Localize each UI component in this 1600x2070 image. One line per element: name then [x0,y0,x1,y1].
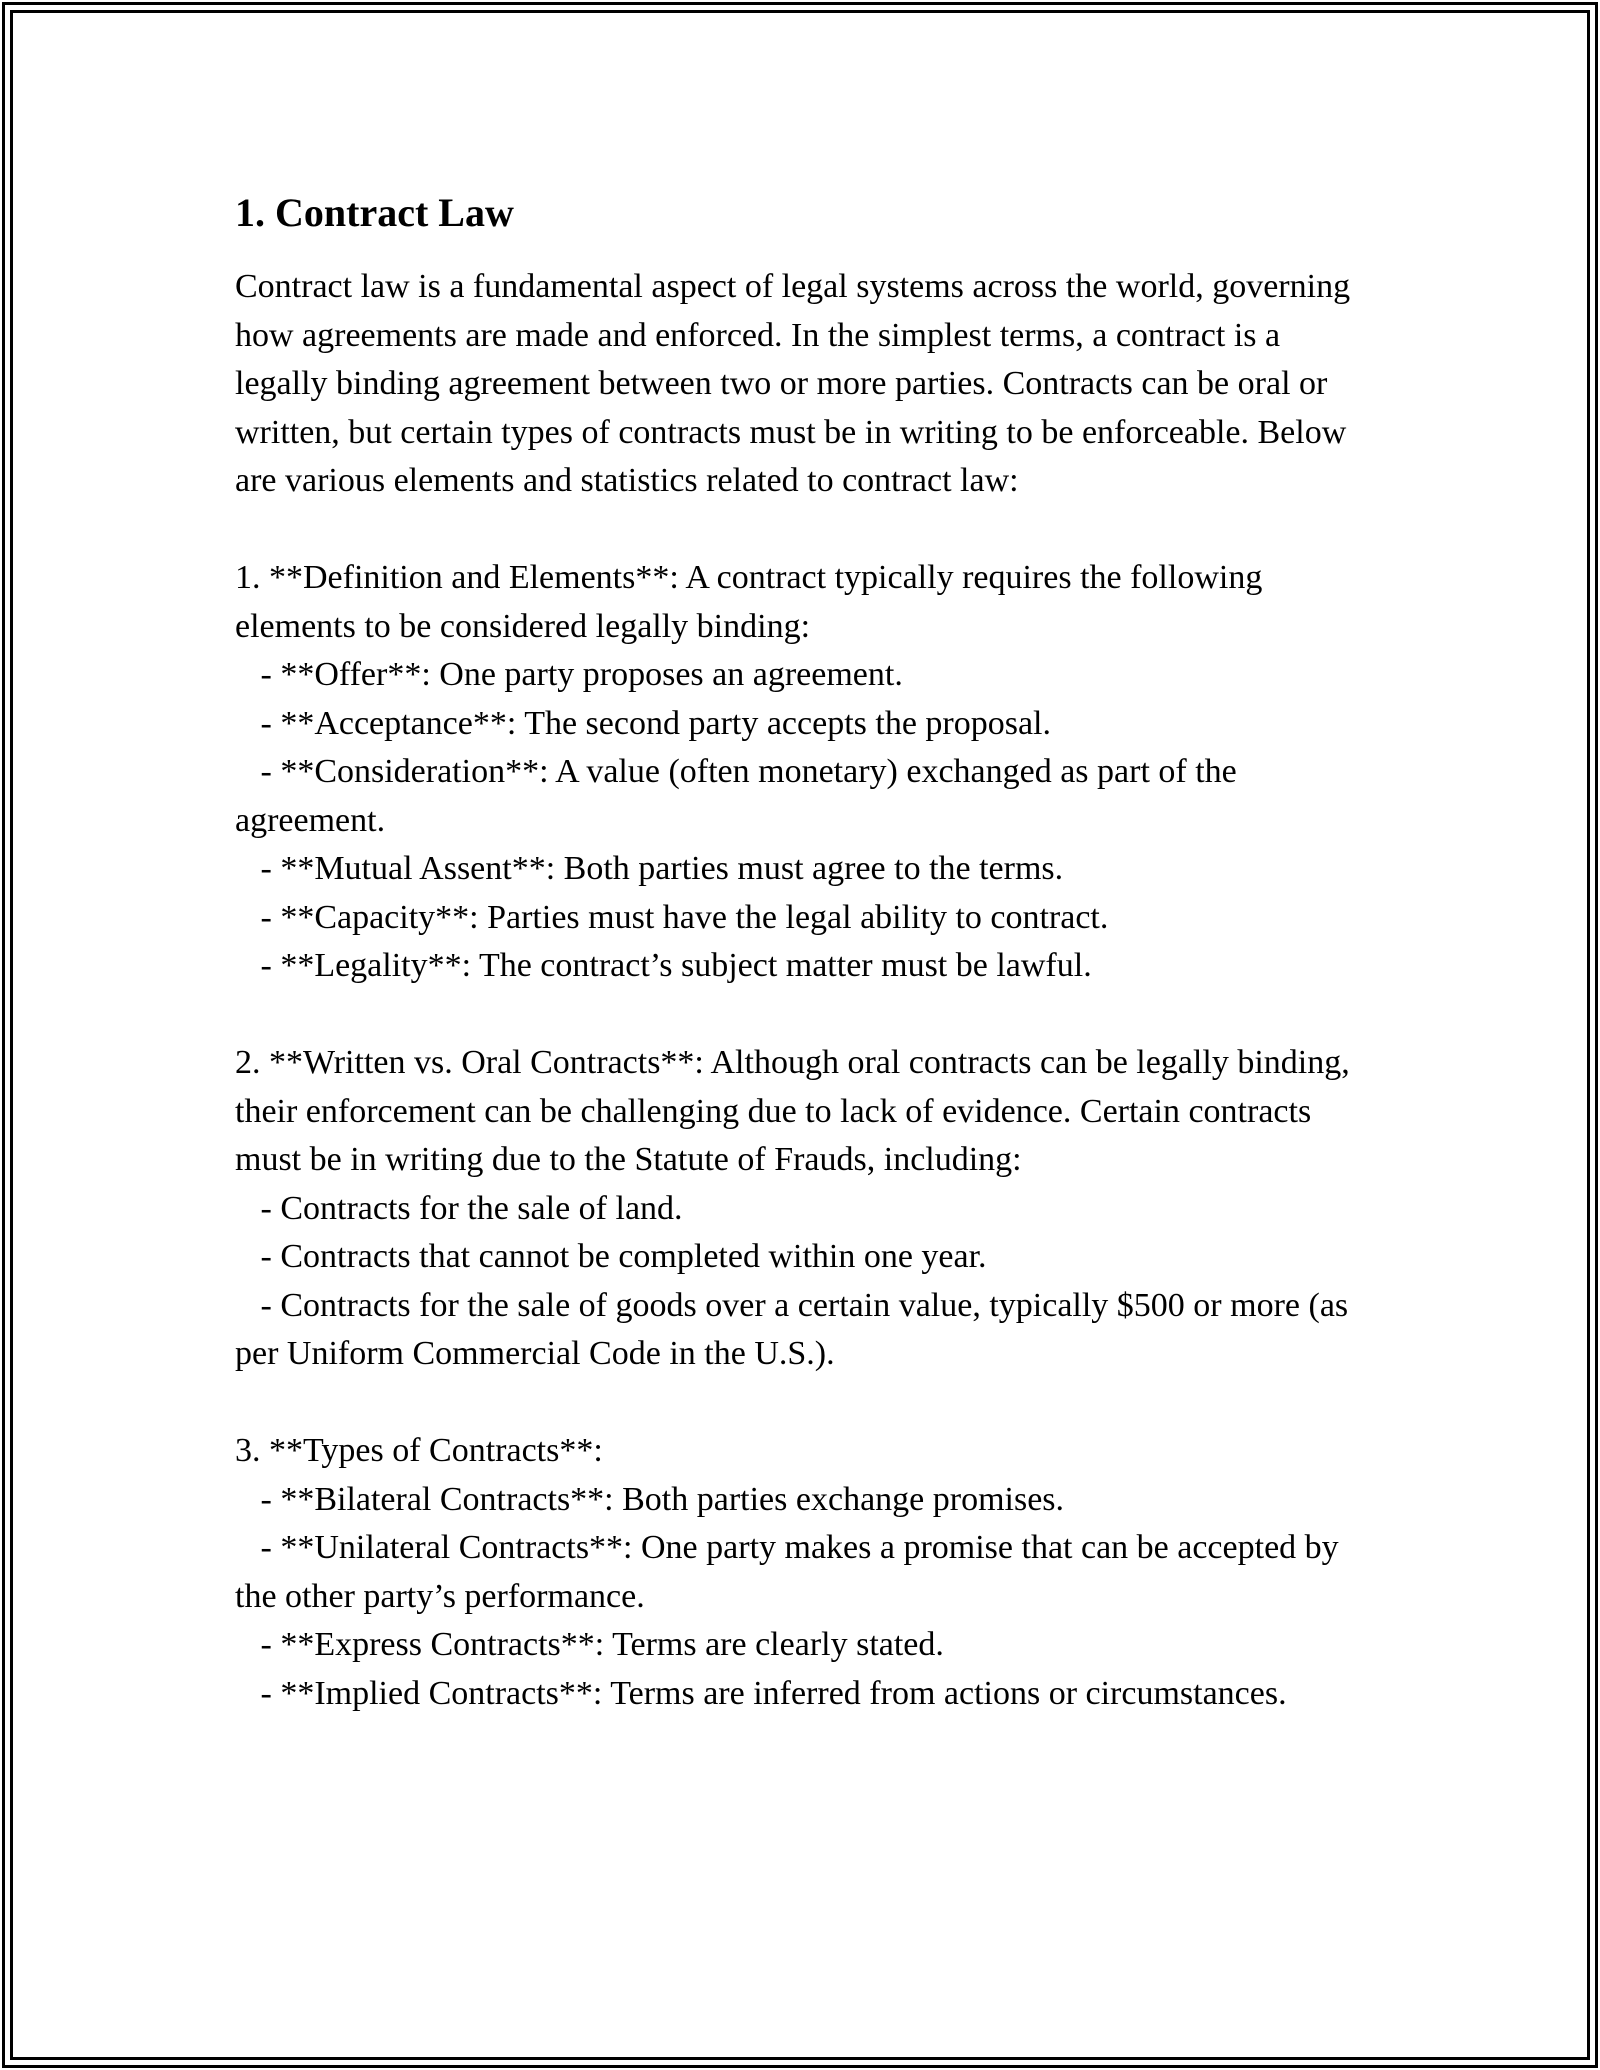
list-item: - **Offer**: One party proposes an agreement. [235,656,903,693]
list-item: - **Mutual Assent**: Both parties must agree to the terms. [235,850,1064,887]
list-item: - Contracts that cannot be completed within one year. [235,1238,987,1275]
list-item: - **Capacity**: Parties must have the legal ability to contract. [235,898,1109,936]
list-item: - **Unilateral Contracts**: One party makes a promise that can be accepted by the other party’s performance. [235,1529,1348,1615]
list-item: - **Express Contracts**: Terms are clearly stated. [235,1626,944,1663]
document-content [235,185,1365,1718]
list-item: - **Legality**: The contract’s subject matter must be lawful. [235,947,1092,984]
list-item: - Contracts for the sale of land. [235,1189,683,1227]
types-section [235,1427,1365,1718]
paragraph-spacer [235,1379,1365,1428]
written-oral-lead: 2. **Written vs. Oral Contracts**: Although oral contracts can be legally binding, their enforcement can be challenging due to lack of evidence. Certain contracts must be in writing due to the Statute of Frauds, including: [235,1044,1359,1178]
elements-lead: 1. **Definition and Elements**: A contract typically requires the following elements to be considered legally binding: [235,559,1271,645]
intro-paragraph: Contract law is a fundamental aspect of legal systems across the world, governing how agreements are made and enforced. In the simplest terms, a contract is a legally binding agreement between two or more parties. Contracts can be oral or written, but certain types of contracts must be in writing to be enforceable. Below are various elements and statistics related to contract law: [235,268,1359,499]
list-item: - **Acceptance**: The second party accepts the proposal. [235,704,1051,742]
section-heading: 1. Contract Law [235,190,514,235]
paragraph-spacer [235,506,1365,555]
list-item: - **Bilateral Contracts**: Both parties exchange promises. [235,1480,1065,1518]
paragraph-spacer [235,991,1365,1040]
types-lead: 3. **Types of Contracts**: [235,1432,603,1469]
elements-section [235,554,1365,991]
list-item: - **Implied Contracts**: Terms are inferred from actions or circumstances. [235,1674,1287,1712]
list-item: - **Consideration**: A value (often monetary) exchanged as part of the agreement. [235,753,1246,839]
list-item: - Contracts for the sale of goods over a certain value, typically $500 or more (as per Uniform Commercial Code in the U.S.). [235,1286,1357,1372]
written-oral-section [235,1039,1365,1379]
